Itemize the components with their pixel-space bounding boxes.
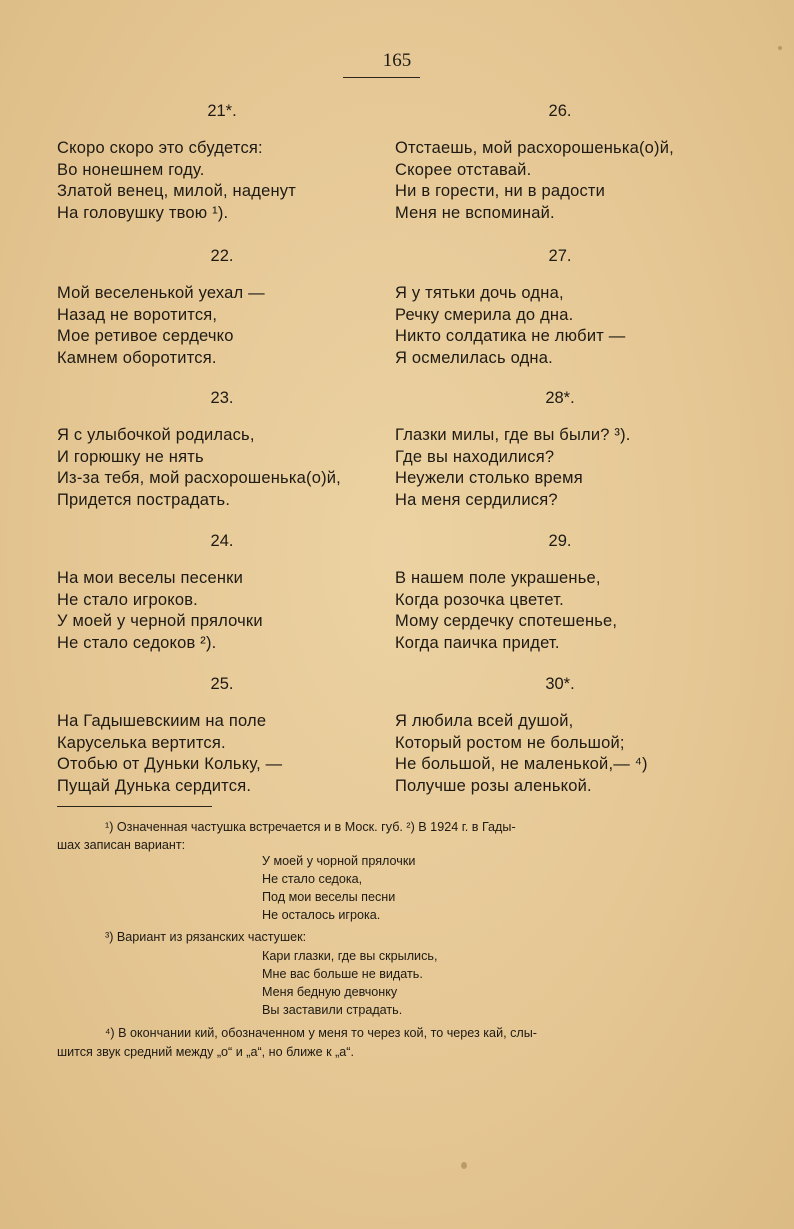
verse-line: Отобью от Дуньки Кольку, —: [57, 755, 283, 774]
verse-line: Пущай Дунька сердится.: [57, 776, 252, 795]
footnote-1-verse-line: Не стало седока,: [262, 872, 363, 886]
verse-line: Мое ретивое сердечко: [57, 327, 234, 346]
verse-line: На мои веселы песенки: [57, 569, 243, 587]
page-number: 165: [382, 50, 412, 71]
verse-line: Не большой, не маленькой,— ⁴): [395, 755, 648, 774]
song-number: 23.: [210, 389, 234, 407]
verse-line: Придется пострадать.: [57, 490, 231, 509]
verse-line: Мой веселенькой уехал —: [57, 284, 265, 302]
song-right-4: [395, 530, 725, 654]
page-number-rule: [343, 77, 420, 78]
footnote-separator: [57, 806, 212, 807]
verse-line: И горюшку не нять: [57, 447, 204, 466]
footnote-1-verse-line: Под мои веселы песни: [262, 890, 396, 904]
paper-speck: [778, 46, 782, 50]
verse-line: Меня не вспоминай.: [395, 203, 555, 222]
footnote-1-verse-line: Не осталось игрока.: [262, 908, 381, 922]
verse-line: Камнем оборотится.: [57, 348, 217, 367]
song-number: 27.: [548, 247, 572, 265]
song-number: 21*.: [207, 102, 237, 120]
song-number: 25.: [210, 675, 234, 693]
footnote-3-line: ³) Вариант из рязанских частушек:: [105, 930, 307, 944]
song-right-3: [395, 387, 725, 511]
verse-line: На головушку твою ¹).: [57, 203, 229, 222]
verse-line: Никто солдатика не любит —: [395, 327, 626, 346]
verse-line: Из-за тебя, мой расхорошенька(о)й,: [57, 469, 341, 488]
song-number: 22.: [210, 247, 234, 265]
verse-line: Златой венец, милой, наденут: [57, 182, 296, 201]
song-left-3: [57, 387, 387, 511]
verse-line: Я с улыбочкой родилась,: [57, 426, 255, 444]
verse-line: Скорее отставай.: [395, 160, 532, 179]
verse-line: Я любила всей душой,: [395, 712, 574, 730]
verse-line: Получше розы аленькой.: [395, 776, 592, 795]
verse-line: Во нонешнем году.: [57, 160, 205, 179]
verse-line: Назад не воротится,: [57, 305, 218, 324]
footnote-3-verse-line: Вы заставили страдать.: [262, 1003, 403, 1017]
verse-line: Когда розочка цветет.: [395, 590, 564, 609]
verse-line: Ни в горести, ни в радости: [395, 182, 606, 201]
footnote-4-line-1: ⁴) В окончании кий, обозначенном у меня то через кой, то через кай, слы-: [105, 1026, 537, 1040]
song-right-2: [395, 245, 725, 369]
footnote-1-verse-line: У моей у чорной прялочки: [262, 854, 416, 868]
song-left-2: [57, 245, 387, 369]
footnote-4-line-2: шится звук средний между „о“ и „а“, но ближе к „а“.: [57, 1045, 354, 1059]
verse-line: Где вы находилися?: [395, 447, 555, 466]
song-right-5: [395, 673, 725, 797]
song-number: 26.: [548, 102, 572, 120]
footnote-3-verse-line: Мне вас больше не видать.: [262, 967, 423, 981]
footnote-3-verse-line: Кари глазки, где вы скрылись,: [262, 949, 438, 963]
verse-line: В нашем поле украшенье,: [395, 569, 601, 587]
verse-line: На меня сердилися?: [395, 490, 558, 509]
verse-line: Глазки милы, где вы были? ³).: [395, 426, 631, 444]
song-left-4: [57, 530, 387, 654]
song-number: 24.: [210, 532, 234, 550]
footnote-1-line-2: шах записан вариант:: [57, 838, 186, 852]
paper-speck: [461, 1162, 467, 1169]
verse-line: На Гадышевскиим на поле: [57, 712, 267, 730]
song-number: 28*.: [545, 389, 575, 407]
verse-line: Каруселька вертится.: [57, 733, 226, 752]
verse-line: Я осмелилась одна.: [395, 348, 553, 367]
verse-line: Отстаешь, мой расхорошенька(о)й,: [395, 139, 674, 157]
verse-line: Когда паичка придет.: [395, 633, 560, 652]
footnote-1-line-1: ¹) Означенная частушка встречается и в Моск. губ. ²) В 1924 г. в Гады-: [105, 820, 516, 834]
song-number: 29.: [548, 532, 572, 550]
verse-line: Не стало седоков ²).: [57, 633, 217, 652]
song-left-1: [57, 100, 387, 224]
song-left-5: [57, 673, 387, 797]
song-number: 30*.: [545, 675, 575, 693]
verse-line: Который ростом не большой;: [395, 733, 625, 752]
song-right-1: [395, 100, 725, 224]
verse-line: У моей у черной прялочки: [57, 612, 263, 631]
verse-line: Неужели столько время: [395, 469, 583, 488]
verse-line: Скоро скоро это сбудется:: [57, 139, 263, 157]
verse-line: Мому сердечку спотешенье,: [395, 612, 618, 631]
verse-line: Я у тятьки дочь одна,: [395, 284, 564, 302]
verse-line: Речку смерила до дна.: [395, 305, 574, 324]
footnote-3-verse-line: Меня бедную девчонку: [262, 985, 398, 999]
verse-line: Не стало игроков.: [57, 590, 198, 609]
